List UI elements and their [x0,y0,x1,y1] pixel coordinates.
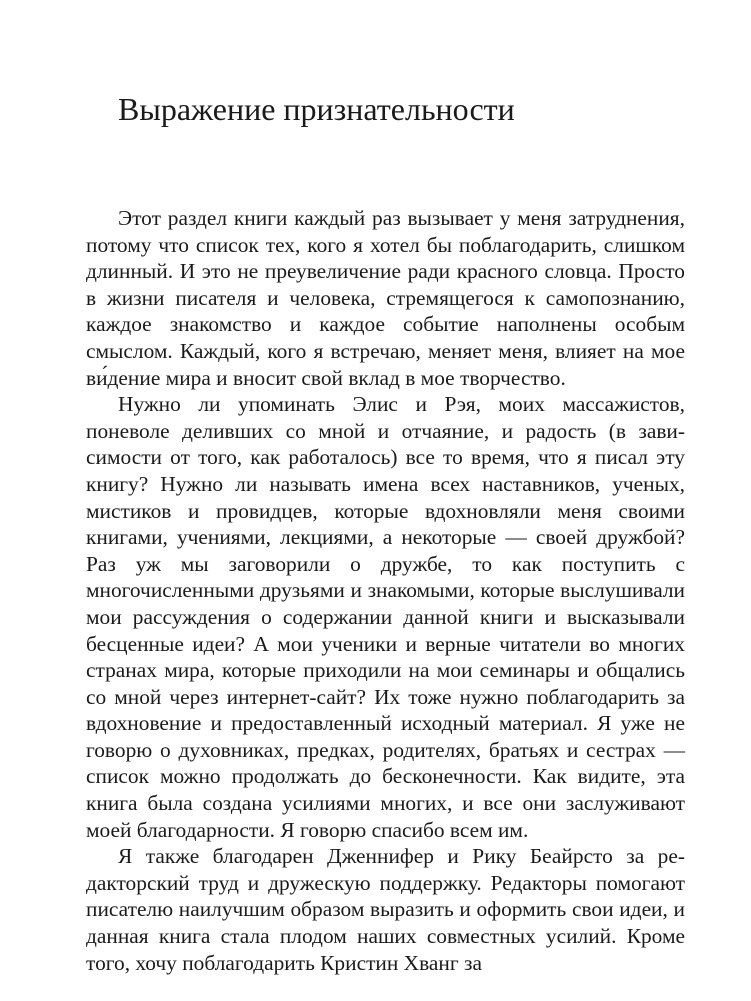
paragraph-1: Этот раздел книги каждый раз вызывает у меня затруднения, потому что список тех, кого я хотел бы поблагодарить, слишком длинный. И это не преувеличение ради красного словца. Просто в жизни писателя и человека, стремящегося к самопознанию, каждое знакомство и каждое событие наполнены особым смыслом. Каждый, кого я встречаю, меняет меня, влияет на мое ви́дение мира и вносит свой вклад в мое творчество. [86,206,685,390]
paragraph-3: Я также благодарен Дженнифер и Рику Беайрсто за редакторский труд и дружескую поддержку. Редакторы помогают писателю наилучшим образом выразить и оформить свои идеи, и данная книга стала плодом наших совместных усилий. Кроме того, хочу поблагодарить Кристин Хванг за [86,844,685,975]
body-text [86,205,685,976]
chapter-title: Выражение признательности [118,91,515,127]
paragraph-2: Нужно ли упоминать Элис и Рэя, моих массажистов, поневоле деливших со мной и отчаяние, и радость (в зависимости от того, как работалось) все то время, что я писал эту книгу? Нужно ли называть имена всех наставников, ученых, мистиков и провидцев, которые вдохновляли меня своими книгами, учениями, лекциями, а некоторые — своей дружбой? Раз уж мы заговорили о дружбе, то как поступить с многочисленными друзьями и знакомыми, которые выслушивали мои рассуждения о содержании данной книги и высказывали бесценные идеи? А мои ученики и верные читатели во многих странах мира, которые приходили на мои семинары и общались со мной через интернет-сайт? Их тоже нужно поблагодарить за вдохновение и предоставленный исходный материал. Я уже не говорю о духовниках, предках, родителях, братьях и сестрах — список можно продолжать до бесконечности. Как видите, эта книга была создана усилиями многих, и все они заслуживают моей благодарности. Я говорю спасибо всем им. [86,392,685,842]
